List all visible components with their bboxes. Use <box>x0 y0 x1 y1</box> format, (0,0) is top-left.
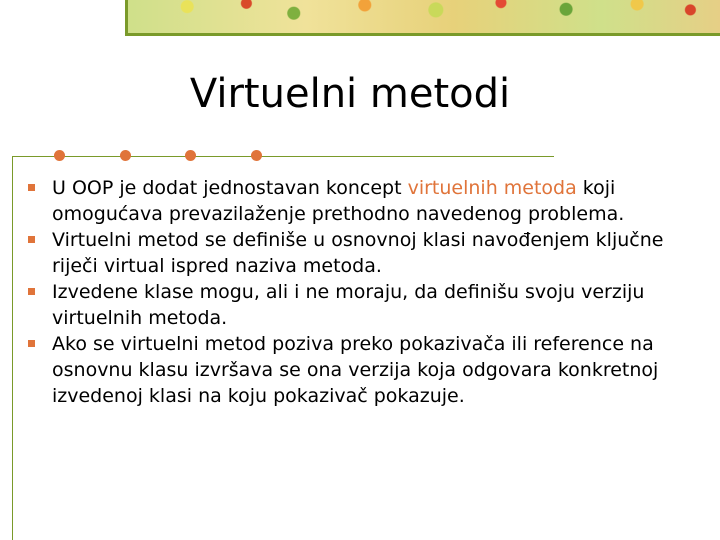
divider-dot <box>120 150 131 161</box>
divider-dot <box>251 150 262 161</box>
list-item <box>22 331 702 409</box>
bullet-list <box>22 175 702 409</box>
highlighted-term: virtuelnih metoda <box>407 177 577 199</box>
list-item <box>22 279 702 331</box>
decorative-banner <box>125 0 720 36</box>
square-bullet-icon <box>28 340 35 347</box>
bullet-text: Ako se virtuelni metod poziva preko pokazivača ili reference na osnovnu klasu izvršava se ona verzija koja odgovara konkretnoj izvedenoj klasi na koju pokazivač pokazuje. <box>52 333 659 407</box>
bullet-text: Izvedene klase mogu, ali i ne moraju, da definišu svoju verziju virtuelnih metoda. <box>52 281 645 329</box>
divider-dot <box>54 150 65 161</box>
slide-title: Virtuelni metodi <box>189 71 511 117</box>
list-item <box>22 227 702 279</box>
square-bullet-icon <box>28 288 35 295</box>
bullet-text: U OOP je dodat jednostavan koncept <box>52 177 408 199</box>
list-item <box>22 175 702 227</box>
title-divider <box>12 156 554 157</box>
square-bullet-icon <box>28 184 35 191</box>
bullet-text: koji omogućava prevazilaženje prethodno navedenog problema. <box>52 177 625 225</box>
bullet-text: Virtuelni metod se definiše u osnovnoj klasi navođenjem ključne riječi virtual ispred naziva metoda. <box>52 229 664 277</box>
divider-dot <box>185 150 196 161</box>
square-bullet-icon <box>28 236 35 243</box>
left-border-line <box>12 156 13 540</box>
